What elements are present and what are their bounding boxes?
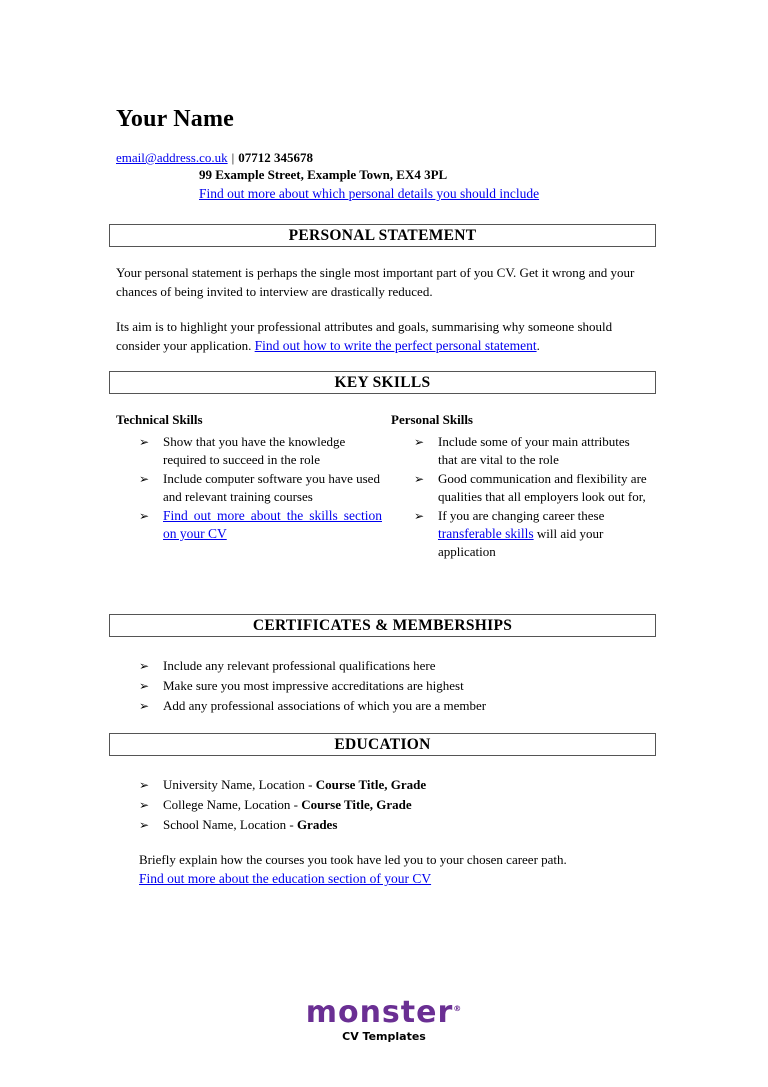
candidate-name: Your Name — [116, 106, 235, 132]
arrow-bullet-icon: ➢ — [139, 472, 150, 486]
list-item: ➢ If you are changing career these transferable skills will aid your application — [414, 508, 605, 559]
contact-line — [116, 150, 313, 166]
personal-statement-paragraph-1: Your personal statement is perhaps the single most important part of you CV. Get it wrong and your chances of being invited to interview are drastically reduced. — [116, 265, 635, 299]
list-item: ➢ Good communication and flexibility are qualities that all employers look out for, — [414, 471, 647, 504]
arrow-bullet-icon: ➢ — [414, 435, 425, 449]
logo-subtitle: CV Templates — [342, 1030, 426, 1043]
personal-statement-link[interactable]: Find out how to write the perfect personal statement — [254, 337, 537, 353]
list-item: ➢ Include computer software you have used and relevant training courses — [139, 471, 380, 504]
arrow-bullet-icon: ➢ — [139, 435, 150, 449]
section-heading-certificates: CERTIFICATES & MEMBERSHIPS — [109, 614, 656, 637]
arrow-bullet-icon: ➢ — [139, 798, 150, 812]
list-item: ➢ Add any professional associations of which you are a member — [139, 698, 487, 713]
certificates-list — [139, 657, 656, 716]
list-item: ➢ College Name, Location - Course Title, Grade — [139, 797, 412, 812]
education-section-link[interactable]: Find out more about the education section of your CV — [139, 871, 432, 886]
arrow-bullet-icon: ➢ — [139, 679, 150, 693]
personal-statement-paragraph-2 — [116, 318, 656, 355]
list-item: ➢ Show that you have the knowledge required to succeed in the role — [139, 434, 346, 467]
personal-details-link[interactable]: Find out more about which personal details you should include — [199, 186, 540, 201]
personal-skills-list — [414, 433, 650, 562]
personal-statement-end: . — [536, 337, 540, 353]
technical-skills-heading: Technical Skills — [116, 412, 203, 427]
list-item: ➢ Include any relevant professional qualifications here — [139, 658, 436, 673]
transferable-skills-link[interactable]: transferable skills — [438, 526, 534, 541]
arrow-bullet-icon: ➢ — [414, 472, 425, 486]
section-heading-key-skills: KEY SKILLS — [109, 371, 656, 394]
phone-number: 07712 345678 — [238, 150, 313, 165]
education-list — [139, 776, 656, 835]
list-item: ➢ Include some of your main attributes that are vital to the role — [414, 434, 630, 467]
list-item — [139, 507, 382, 543]
list-item: ➢ University Name, Location - Course Title, Grade — [139, 777, 427, 792]
section-heading-education: EDUCATION — [109, 733, 656, 756]
arrow-bullet-icon: ➢ — [139, 699, 150, 713]
personal-statement-text: Its aim is to highlight your professional attributes and goals, summarising why someone should consider your application. — [116, 319, 613, 353]
contact-separator: | — [231, 150, 235, 165]
skills-section-link[interactable]: Find out more about the skills section on your CV — [163, 508, 382, 541]
education-summary: Briefly explain how the courses you took have led you to your chosen career path. — [139, 852, 567, 867]
arrow-bullet-icon: ➢ — [414, 509, 425, 523]
technical-skills-list — [139, 433, 382, 544]
monster-logo — [0, 993, 768, 1043]
personal-skills-heading: Personal Skills — [391, 412, 473, 427]
address: 99 Example Street, Example Town, EX4 3PL — [199, 167, 448, 182]
arrow-bullet-icon: ➢ — [139, 818, 150, 832]
arrow-bullet-icon: ➢ — [139, 659, 150, 673]
brand-wordmark: monster — [305, 995, 454, 1030]
email-link[interactable]: email@address.co.uk — [116, 150, 228, 165]
section-heading-personal-statement: PERSONAL STATEMENT — [109, 224, 656, 247]
list-item: ➢ Make sure you most impressive accreditations are highest — [139, 678, 464, 693]
arrow-bullet-icon: ➢ — [139, 509, 150, 523]
list-item: ➢ School Name, Location - Grades — [139, 817, 338, 832]
arrow-bullet-icon: ➢ — [139, 778, 150, 792]
trademark-symbol: ® — [453, 1004, 463, 1013]
